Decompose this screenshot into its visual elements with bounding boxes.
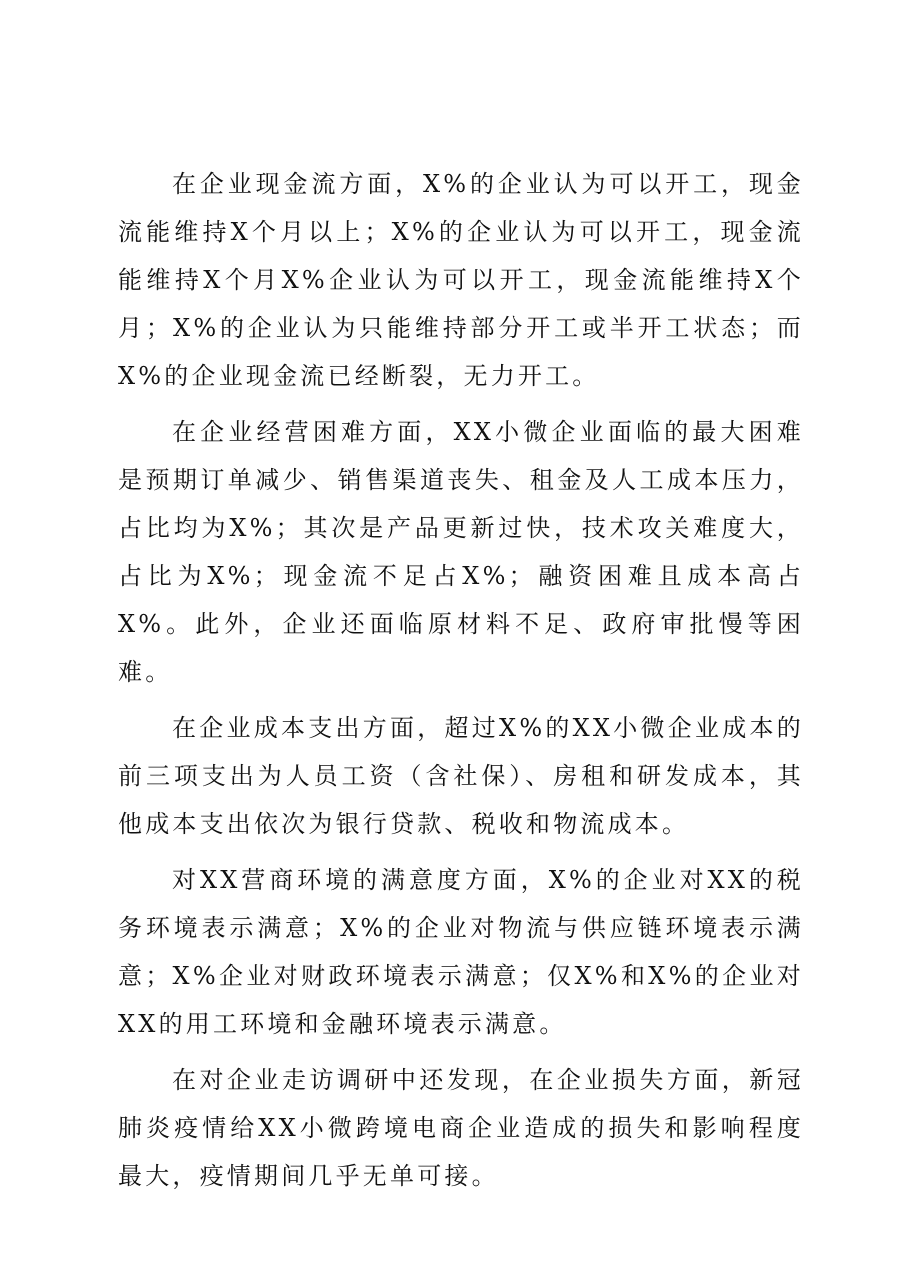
- paragraph-cost-expenditure: 在企业成本支出方面，超过X%的XX小微企业成本的前三项支出为人员工资（含社保）、房租和研发成本，其他成本支出依次为银行贷款、税收和物流成本。: [118, 714, 804, 838]
- paragraph-operating-difficulties: 在企业经营困难方面，XX小微企业面临的最大困难是预期订单减少、销售渠道丧失、租金及人工成本压力，占比均为X%；其次是产品更新过快，技术攻关难度大，占比为X%；现金流不足占X%；融资困难且成本高占X%。此外，企业还面临原材料不足、政府审批慢等困难。: [118, 418, 804, 686]
- paragraph-business-environment: 对XX营商环境的满意度方面，X%的企业对XX的税务环境表示满意；X%的企业对物流与供应链环境表示满意；X%企业对财政环境表示满意；仅X%和X%的企业对XX的用工环境和金融环境表示满意。: [118, 866, 804, 1038]
- paragraph-enterprise-losses: 在对企业走访调研中还发现，在企业损失方面，新冠肺炎疫情给XX小微跨境电商企业造成的损失和影响程度最大，疫情期间几乎无单可接。: [118, 1066, 804, 1190]
- paragraph-cash-flow: 在企业现金流方面，X%的企业认为可以开工，现金流能维持X个月以上；X%的企业认为可以开工，现金流能维持X个月X%企业认为可以开工，现金流能维持X个月；X%的企业认为只能维持部分开工或半开工状态；而X%的企业现金流已经断裂，无力开工。: [118, 170, 804, 390]
- document-body: [118, 160, 804, 1208]
